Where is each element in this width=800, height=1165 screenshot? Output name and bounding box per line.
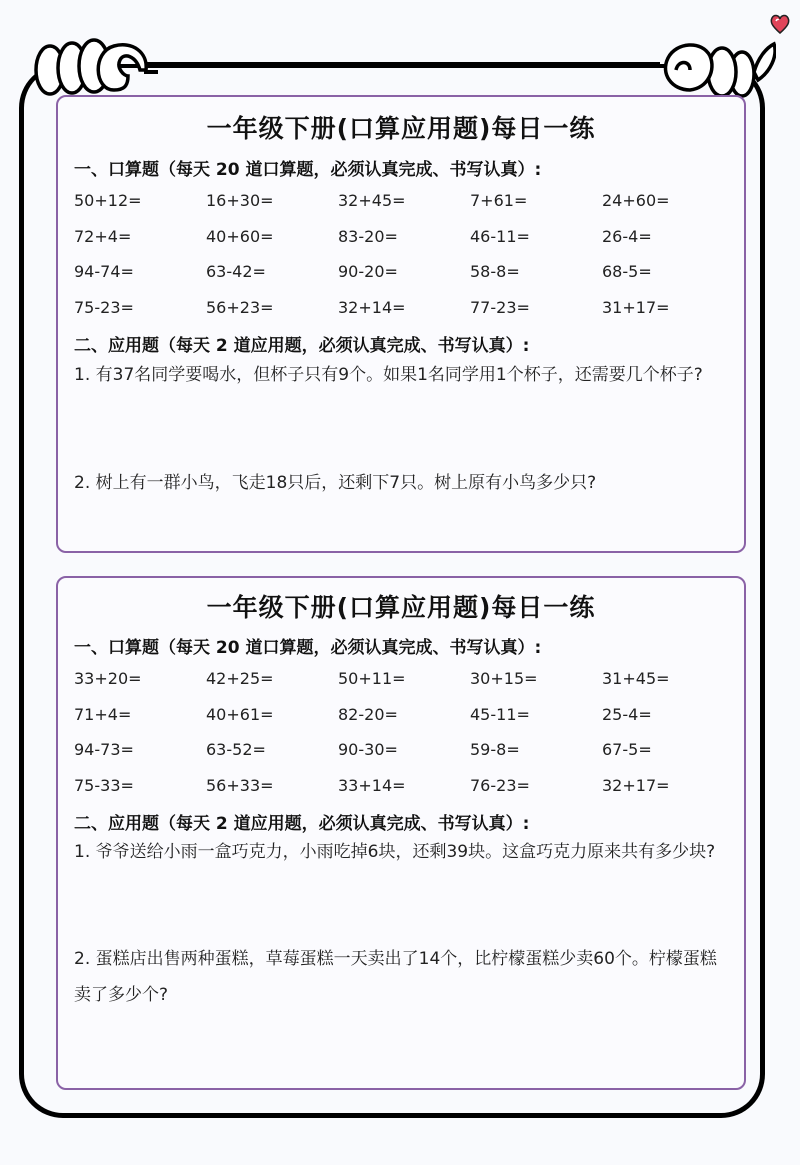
math-item: 31+45= [602,669,670,689]
math-row [74,219,734,255]
math-item: 90-20= [338,262,398,282]
math-item: 83-20= [338,226,398,246]
word-problem-2: 2. 蛋糕店出售两种蛋糕，草莓蛋糕一天卖出了14个，比柠檬蛋糕少卖60个。柠檬蛋糕卖了多少个? [74,949,717,1005]
math-item: 56+33= [206,775,274,795]
math-item: 24+60= [602,191,670,211]
mental-math-grid [74,661,734,803]
math-item: 31+17= [602,297,670,317]
math-item: 32+14= [338,297,406,317]
math-row [74,768,734,804]
math-item: 77-23= [470,297,530,317]
math-row [74,254,734,290]
worksheet-card-1 [56,95,746,553]
math-item: 50+11= [338,669,406,689]
math-item: 76-23= [470,775,530,795]
math-item: 94-73= [74,740,134,760]
math-item: 94-74= [74,262,134,282]
math-item: 42+25= [206,669,274,689]
math-item: 56+23= [206,297,274,317]
math-item: 40+61= [206,704,274,724]
math-item: 33+14= [338,775,406,795]
math-item: 30+15= [470,669,538,689]
math-item: 90-30= [338,740,398,760]
frame-top-bar [146,62,654,67]
math-item: 59-8= [470,740,520,760]
math-item: 75-33= [74,775,134,795]
math-row [74,290,734,326]
word-problems-heading: 二、应用题（每天 2 道应用题，必须认真完成、书写认真）: [74,814,530,834]
math-item: 82-20= [338,704,398,724]
mental-math-heading: 一、口算题（每天 20 道口算题，必须认真完成、书写认真）: [74,638,542,658]
word-problem-2: 2. 树上有一群小鸟，飞走18只后，还剩下7只。树上原有小鸟多少只? [74,473,597,493]
math-item: 32+17= [602,775,670,795]
worksheet-title: 一年级下册(口算应用题)每日一练 [206,593,596,622]
word-problems-heading: 二、应用题（每天 2 道应用题，必须认真完成、书写认真）: [74,336,530,356]
math-item: 72+4= [74,226,132,246]
mental-math-heading: 一、口算题（每天 20 道口算题，必须认真完成、书写认真）: [74,160,542,180]
math-item: 26-4= [602,226,652,246]
worksheet-title: 一年级下册(口算应用题)每日一练 [206,114,596,143]
math-row [74,732,734,768]
heart-icon [768,12,792,36]
math-item: 46-11= [470,226,530,246]
math-item: 50+12= [74,191,142,211]
math-row [74,661,734,697]
math-item: 68-5= [602,262,652,282]
math-item: 16+30= [206,191,274,211]
mental-math-grid [74,183,734,325]
math-item: 25-4= [602,704,652,724]
math-item: 32+45= [338,191,406,211]
math-row [74,183,734,219]
math-item: 40+60= [206,226,274,246]
math-item: 58-8= [470,262,520,282]
math-item: 33+20= [74,669,142,689]
math-item: 63-52= [206,740,266,760]
math-item: 63-42= [206,262,266,282]
math-item: 7+61= [470,191,528,211]
math-item: 71+4= [74,704,132,724]
word-problem-1: 1. 有37名同学要喝水，但杯子只有9个。如果1名同学用1个杯子，还需要几个杯子? [74,365,703,385]
math-item: 45-11= [470,704,530,724]
math-item: 75-23= [74,297,134,317]
word-problem-1: 1. 爷爷送给小雨一盒巧克力，小雨吃掉6块，还剩39块。这盒巧克力原来共有多少块? [74,842,716,862]
math-item: 67-5= [602,740,652,760]
worksheet-card-2 [56,576,746,1090]
math-row [74,697,734,733]
